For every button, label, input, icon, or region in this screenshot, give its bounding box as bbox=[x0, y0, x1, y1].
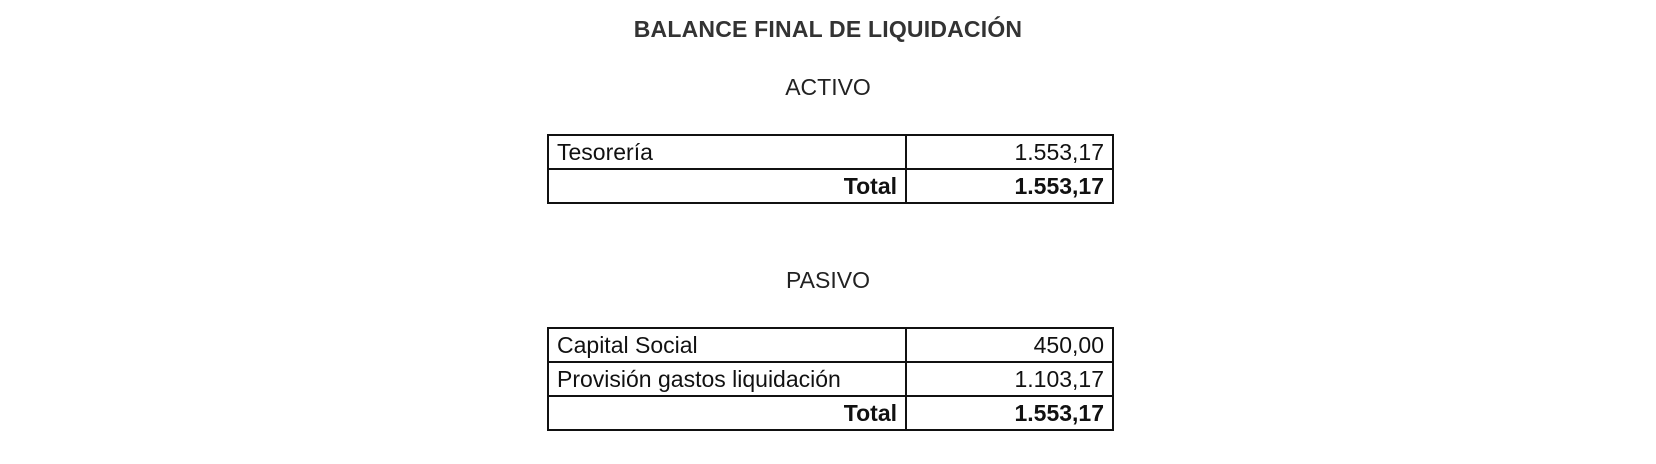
table-row bbox=[548, 135, 1113, 169]
pasivo-heading: PASIVO bbox=[786, 267, 870, 293]
pasivo-row-value: 1.103,17 bbox=[906, 362, 1113, 396]
pasivo-total-value: 1.553,17 bbox=[906, 396, 1113, 430]
activo-total-value: 1.553,17 bbox=[906, 169, 1113, 203]
activo-total-label: Total bbox=[548, 169, 906, 203]
activo-row-label: Tesorería bbox=[548, 135, 906, 169]
activo-total-row bbox=[548, 169, 1113, 203]
activo-row-value: 1.553,17 bbox=[906, 135, 1113, 169]
table-row bbox=[548, 328, 1113, 362]
activo-heading: ACTIVO bbox=[785, 74, 871, 100]
table-row bbox=[548, 362, 1113, 396]
pasivo-row-label: Capital Social bbox=[548, 328, 906, 362]
pasivo-row-value: 450,00 bbox=[906, 328, 1113, 362]
pasivo-total-row bbox=[548, 396, 1113, 430]
pasivo-total-label: Total bbox=[548, 396, 906, 430]
document-title: BALANCE FINAL DE LIQUIDACIÓN bbox=[633, 16, 1023, 42]
pasivo-table bbox=[547, 327, 1114, 431]
activo-table bbox=[547, 134, 1114, 204]
pasivo-row-label: Provisión gastos liquidación bbox=[548, 362, 906, 396]
